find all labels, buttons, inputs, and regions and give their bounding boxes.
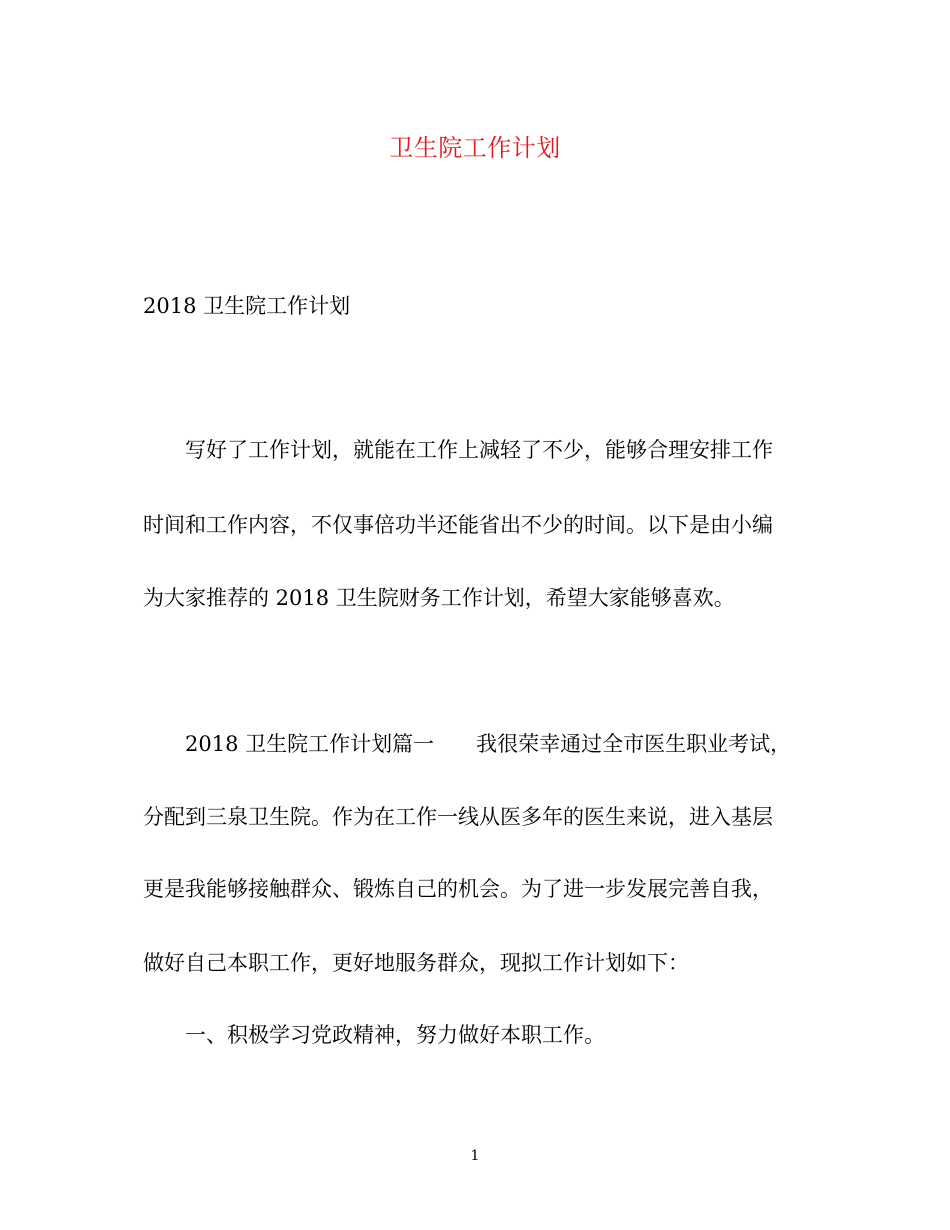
paragraph-line: 做好自己本职工作，更好地服务群众，现拟工作计划如下：	[143, 951, 689, 975]
section-heading: 一、积极学习党政精神，努力做好本职工作。	[185, 1023, 605, 1047]
paragraph-line: 2018 卫生院工作计划篇一 我很荣幸通过全市医生职业考试，	[185, 732, 792, 756]
document-subtitle: 2018 卫生院工作计划	[143, 294, 351, 318]
paragraph-line: 写好了工作计划，就能在工作上减轻了不少，能够合理安排工作	[185, 438, 773, 462]
paragraph-line: 分配到三泉卫生院。作为在工作一线从医多年的医生来说，进入基层	[143, 805, 773, 829]
paragraph-line: 时间和工作内容，不仅事倍功半还能省出不少的时间。以下是由小编	[143, 513, 773, 537]
paragraph-line: 更是我能够接触群众、锻炼自己的机会。为了进一步发展完善自我，	[143, 877, 773, 901]
paragraph-line: 为大家推荐的 2018 卫生院财务工作计划，希望大家能够喜欢。	[143, 586, 735, 610]
page-number: 1	[470, 1148, 480, 1164]
page-title: 卫生院工作计划	[389, 134, 561, 162]
